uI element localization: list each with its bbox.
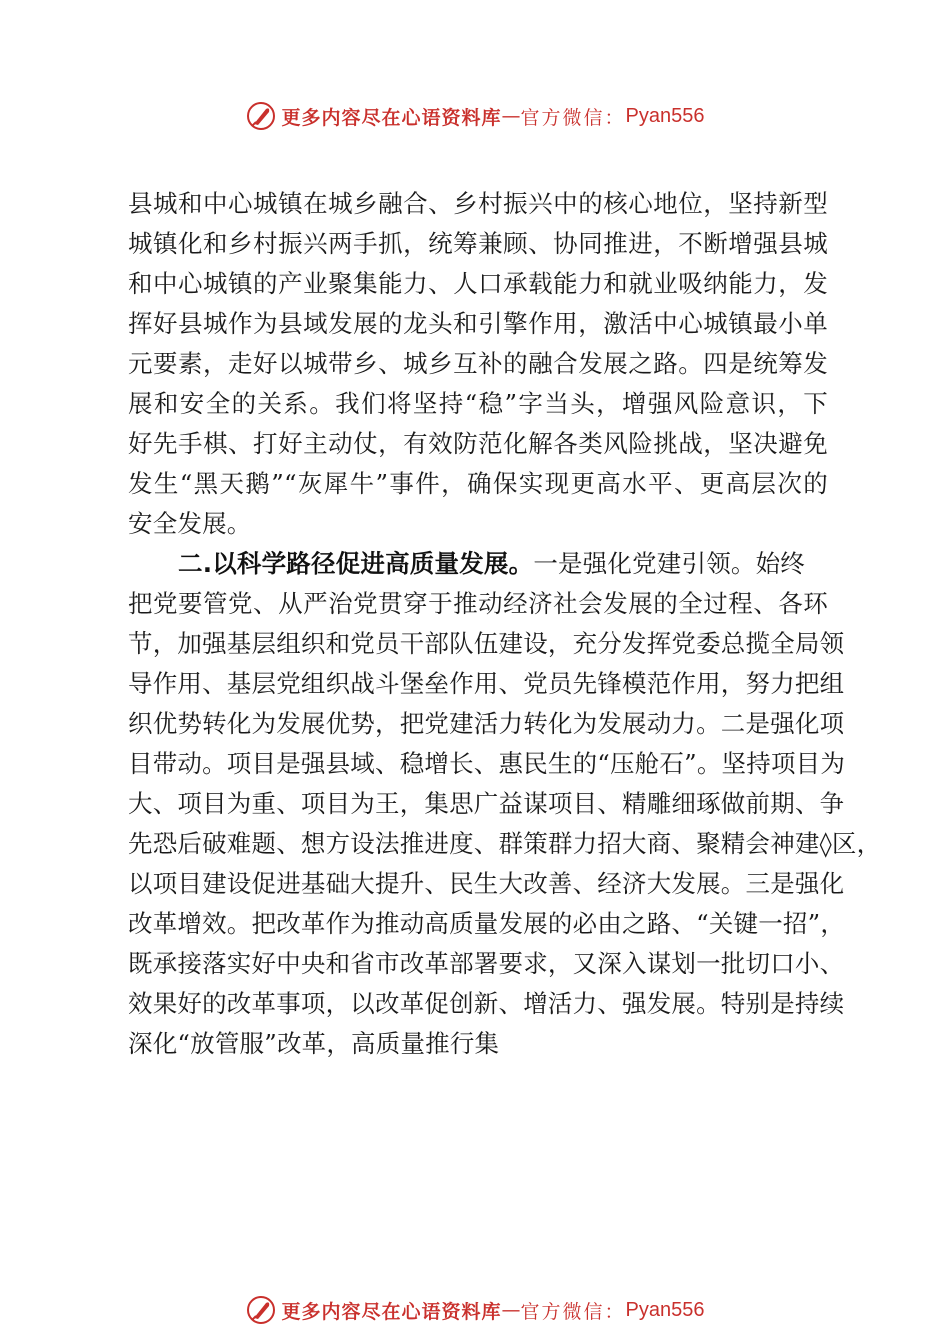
body-line: 发生“黑天鹅”“灰犀牛”事件，确保实现更高水平、更高层次的 <box>128 469 828 498</box>
footer-wechat-label: 官方微信： <box>520 1300 626 1323</box>
body-line: 织优势转化为发展优势，把党建活力转化为发展动力。二是强化项 <box>128 709 845 738</box>
body-line: 把党要管党、从严治党贯穿于推动经济社会发展的全过程、各环 <box>128 589 828 618</box>
section-heading-line <box>128 544 828 584</box>
body-line: 大、项目为重、项目为王，集思广益谋项目、精雕细琢做前期、争 <box>128 789 845 818</box>
quill-pen-logo-icon <box>246 1295 276 1325</box>
body-line: 节，加强基层组织和党员干部队伍建设，充分发挥党委总揽全局领 <box>128 629 845 658</box>
body-line: 效果好的改革事项，以改革促创新、增活力、强发展。特别是持续 <box>128 989 845 1018</box>
footer-brand-separator: — <box>501 1299 521 1321</box>
footer-banner <box>0 1290 950 1330</box>
header-banner <box>0 96 950 136</box>
document-body <box>128 184 882 1064</box>
wechat-label: 官方微信： <box>520 106 626 129</box>
body-line: 城镇化和乡村振兴两手抓，统筹兼顾、协同推进，不断增强县城 <box>128 229 828 258</box>
heading-continuation: 一是强化党建引领。始终 <box>533 549 806 578</box>
body-line: 和中心城镇的产业聚集能力、人口承载能力和就业吸纳能力，发 <box>128 269 828 298</box>
body-line: 元要素，走好以城带乡、城乡互补的融合发展之路。四是统筹发 <box>128 349 828 378</box>
footer-brand-text: 更多内容尽在心语资料库 <box>281 1300 502 1323</box>
wechat-id: Pyan556 <box>625 104 705 127</box>
body-line: 改革增效。把改革作为推动高质量发展的必由之路、“关键一招”， <box>128 909 846 938</box>
quill-pen-logo-icon <box>246 101 276 131</box>
body-line: 安全发展。 <box>128 509 252 538</box>
body-line: 目带动。项目是强县域、稳增长、惠民生的“压舱石”。坚持项目为 <box>128 749 846 778</box>
brand-text: 更多内容尽在心语资料库 <box>281 106 502 129</box>
brand-separator: — <box>501 105 521 127</box>
body-line: 先恐后破难题、想方设法推进度、群策群力招大商、聚精会神建◊区， <box>128 829 882 858</box>
footer-wechat-id: Pyan556 <box>625 1298 705 1321</box>
body-line: 既承接落实好中央和省市改革部署要求，又深入谋划一批切口小、 <box>128 949 845 978</box>
body-line: 展和安全的关系。我们将坚持“稳”字当头，增强风险意识，下 <box>128 389 828 418</box>
body-line: 好先手棋、打好主动仗，有效防范化解各类风险挑战，坚决避免 <box>128 429 828 458</box>
section-heading: 二.以科学路径促进高质量发展。 <box>178 549 534 578</box>
body-line: 县城和中心城镇在城乡融合、乡村振兴中的核心地位，坚持新型 <box>128 189 828 218</box>
body-line: 挥好县城作为县域发展的龙头和引擎作用，激活中心城镇最小单 <box>128 309 828 338</box>
body-line: 深化“放管服”改革，高质量推行集 <box>128 1029 500 1058</box>
body-line: 以项目建设促进基础大提升、民生大改善、经济大发展。三是强化 <box>128 869 845 898</box>
body-line: 导作用、基层党组织战斗堡垒作用、党员先锋模范作用，努力把组 <box>128 669 845 698</box>
